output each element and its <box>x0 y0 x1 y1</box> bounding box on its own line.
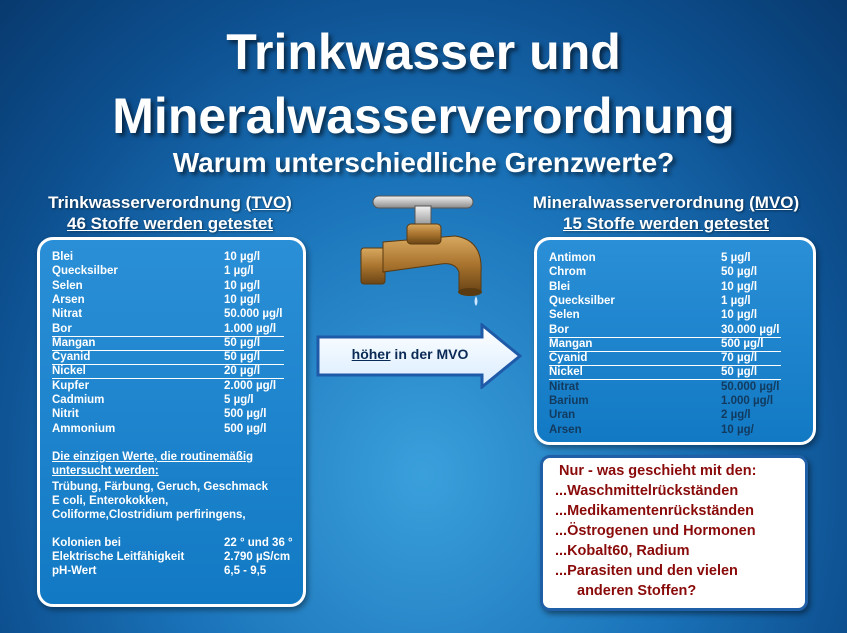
row-value: 500 µg/l <box>721 337 764 350</box>
table-row <box>549 365 781 380</box>
row-name: Nitrit <box>52 408 79 421</box>
table-row <box>549 408 781 422</box>
row-value: 2.000 µg/l <box>224 379 277 392</box>
table-row <box>549 351 781 366</box>
row-value: 1 µg/l <box>721 294 751 307</box>
title-line-1: Trinkwasser und <box>226 24 621 80</box>
tvo-note-3: Coliforme,Clostridium perfiringens, <box>52 509 246 521</box>
question-line: ...Kobalt60, Radium <box>555 543 690 559</box>
table-row <box>549 337 781 352</box>
row-value: 10 µg/l <box>224 279 261 292</box>
table-row <box>52 293 284 307</box>
row-value: 50 µg/l <box>224 351 261 364</box>
row-value: 1.000 µg/l <box>224 322 277 335</box>
row-value: 10 µg/l <box>721 309 758 322</box>
question-line: anderen Stoffen? <box>577 583 697 599</box>
row-value: 50.000 µg/l <box>224 308 283 321</box>
row-name: Arsen <box>52 293 85 306</box>
table-row <box>52 322 284 337</box>
row-name: Blei <box>52 251 74 263</box>
table-row <box>52 379 284 393</box>
table-row <box>549 323 781 338</box>
subtitle: Warum unterschiedliche Grenzwerte? <box>172 147 675 178</box>
row-value: 500 µg/l <box>224 408 267 421</box>
table-row <box>549 308 781 322</box>
question-line: ...Parasiten und den vielen <box>555 563 738 579</box>
arrow-label-highlight: höher <box>351 346 391 362</box>
row-value: 20 µg/l <box>224 365 261 378</box>
row-name: Nitrat <box>549 380 580 393</box>
table-row <box>52 536 293 550</box>
table-row <box>52 422 284 436</box>
mvo-subheading: 15 Stoffe werden getestet <box>563 214 769 233</box>
row-value: 1 µg/l <box>224 265 254 278</box>
row-name: Bor <box>52 322 72 335</box>
row-name: Nickel <box>549 366 583 379</box>
table-row <box>549 280 781 294</box>
table-row <box>52 393 284 407</box>
table-row <box>52 364 284 379</box>
table-row <box>52 279 284 293</box>
table-row <box>52 250 284 264</box>
row-name: Ammonium <box>52 422 116 435</box>
table-row <box>52 336 284 351</box>
table-row <box>549 394 781 408</box>
question-box <box>540 455 808 611</box>
row-name: Mangan <box>549 337 593 350</box>
row-value: 1.000 µg/l <box>721 395 774 407</box>
table-row <box>52 564 284 578</box>
tvo-note-2: E coli, Enterokokken, <box>52 495 169 507</box>
row-name: Blei <box>549 280 571 293</box>
arrow-label-rest: in der MVO <box>390 346 469 362</box>
table-row <box>549 423 781 437</box>
row-name: Kupfer <box>52 379 90 392</box>
question-line: Nur - was geschieht mit den: <box>559 463 757 479</box>
table-row <box>52 350 284 365</box>
row-value: 50 µg/l <box>224 336 261 349</box>
row-value: 2.790 µS/cm <box>224 551 291 563</box>
mvo-box <box>534 237 816 445</box>
row-name: Chrom <box>549 266 587 279</box>
row-name: Cyanid <box>52 351 91 364</box>
row-name: Cyanid <box>549 352 588 365</box>
table-row <box>52 264 284 278</box>
row-value: 10 µg/l <box>224 251 261 263</box>
tvo-heading-prefix: Trinkwasserverordnung <box>48 193 246 212</box>
table-row <box>549 380 781 394</box>
title-line-2: Mineralwasserverordnung <box>112 88 735 144</box>
tvo-note-heading-2: untersucht werden: <box>52 465 159 477</box>
row-name: Barium <box>549 395 589 407</box>
table-row <box>549 294 781 308</box>
row-name: Selen <box>52 279 83 292</box>
row-name: Cadmium <box>52 394 105 406</box>
tvo-note-1: Trübung, Färbung, Geruch, Geschmack <box>52 481 268 493</box>
row-name: Antimon <box>549 252 596 264</box>
row-value: 50 µg/l <box>721 266 758 279</box>
faucet-icon <box>355 190 495 315</box>
question-line: ...Medikamentenrückständen <box>555 503 755 519</box>
tvo-box <box>37 237 306 607</box>
row-value: 10 µg/l <box>224 293 261 306</box>
row-value: 2 µg/l <box>721 409 751 422</box>
table-row <box>52 307 284 321</box>
row-value: 50.000 µg/l <box>721 380 780 393</box>
row-name: Quecksilber <box>52 265 118 278</box>
tvo-heading-abbr: (TVO) <box>245 193 292 212</box>
row-name: Uran <box>549 409 576 422</box>
row-value: 70 µg/l <box>721 352 758 365</box>
row-value: 22 ° und 36 ° <box>224 537 293 549</box>
tvo-heading <box>20 192 320 234</box>
row-value: 6,5 - 9,5 <box>224 565 267 577</box>
row-value: 5 µg/l <box>721 252 751 264</box>
row-name: Nickel <box>52 365 86 378</box>
table-row <box>52 550 291 564</box>
row-value: 10 µg/ <box>721 423 754 436</box>
row-value: 50 µg/l <box>721 366 758 379</box>
arrow-label <box>330 346 490 362</box>
row-name: Elektrische Leitfähigkeit <box>52 551 185 563</box>
table-row <box>549 251 781 265</box>
row-name: Bor <box>549 323 569 336</box>
row-value: 5 µg/l <box>224 394 254 406</box>
row-value: 10 µg/l <box>721 280 758 293</box>
row-value: 500 µg/l <box>224 422 267 435</box>
mvo-heading-abbr: (MVO) <box>749 193 800 212</box>
tvo-note-heading-1: Die einzigen Werte, die routinemäßig <box>52 451 254 463</box>
row-name: Nitrat <box>52 308 83 321</box>
row-value: 30.000 µg/l <box>721 323 780 336</box>
row-name: Quecksilber <box>549 294 615 307</box>
table-row <box>52 407 284 421</box>
row-name: Kolonien bei <box>52 537 121 549</box>
question-line: ...Waschmittelrückständen <box>555 483 739 499</box>
mvo-heading <box>508 192 824 234</box>
mvo-heading-prefix: Mineralwasserverordnung <box>532 193 750 212</box>
table-row <box>549 265 781 279</box>
question-line: ...Östrogenen und Hormonen <box>555 523 756 539</box>
row-name: Mangan <box>52 336 96 349</box>
row-name: Arsen <box>549 423 582 436</box>
tvo-subheading: 46 Stoffe werden getestet <box>67 214 273 233</box>
row-name: pH-Wert <box>52 565 97 577</box>
row-name: Selen <box>549 309 580 322</box>
